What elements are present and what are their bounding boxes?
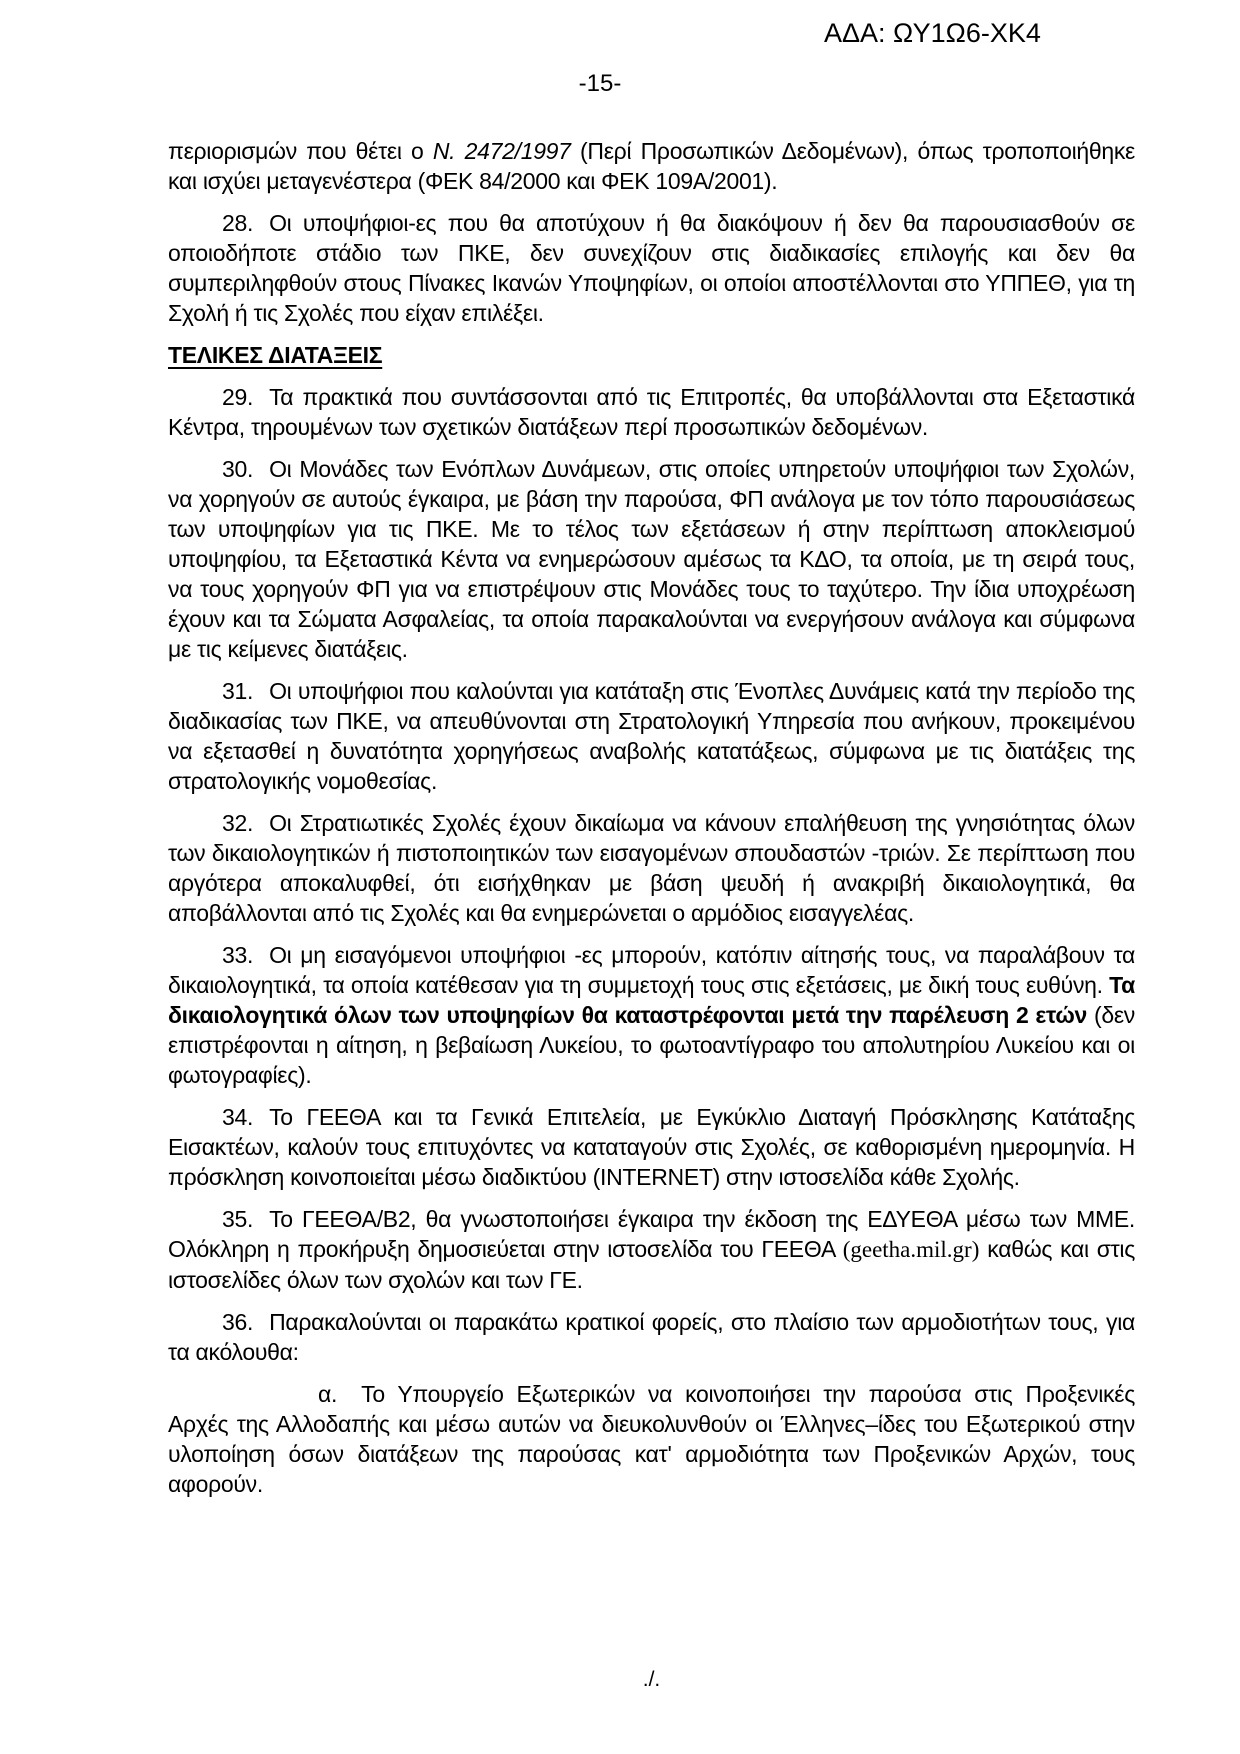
paragraph-text: Τα πρακτικά που συντάσσονται από τις Επιτροπές, θα υποβάλλονται στα Εξεταστικά Κέντρα, τηρουμένων των σχετικών διατάξεων περί προσωπικών δεδομένων. [168,384,1135,440]
paragraph-text-post: (δεν επιστρέφονται η αίτηση, η βεβαίωση Λυκείου, το φωτοαντίγραφο του απολυτηρίου Λυκείου και οι φωτογραφίες). [168,1002,1135,1088]
paragraph-35 [168,1204,1135,1295]
paragraph-text: Οι Μονάδες των Ενόπλων Δυνάμεων, στις οποίες υπηρετούν υποψήφιοι των Σχολών, να χορηγούν σε αυτούς έγκαιρα, με βάση την παρούσα, ΦΠ ανάλογα με τον τόπο παρουσιάσεως των υποψηφίων για τις ΠΚΕ. Με το τέλος των εξετάσεων ή στην περίπτωση αποκλεισμού υποψηφίου, τα Εξεταστικά Κέντα να ενημερώσουν αμέσως τα ΚΔΟ, τα οποία, με τη σειρά τους, να τους χορηγούν ΦΠ για να επιστρέψουν στις Μονάδες τους το ταχύτερο. Την ίδια υποχρέωση έχουν και τα Σώματα Ασφαλείας, τα οποία παρακαλούνται να ενεργήσουν ανάλογα και σύμφωνα με τις κείμενες διατάξεις. [168,456,1135,662]
intro-text-pre: περιορισμών που θέτει ο [168,138,433,164]
paragraph-number: 31. [222,678,254,704]
paragraph-29 [168,382,1135,442]
paragraph-intro [168,136,1135,196]
paragraph-31 [168,676,1135,796]
document-body [168,136,1135,1511]
paragraph-text-pre: Οι μη εισαγόμενοι υποψήφιοι -ες μπορούν, κατόπιν αίτησής τους, να παραλάβουν τα δικαιολογητικά, τα οποία κατέθεσαν για τη συμμετοχή τους στις εξετάσεις, με δική τους ευθύνη. [168,942,1135,998]
paragraph-text: Οι υποψήφιοι που καλούνται για κατάταξη στις Ένοπλες Δυνάμεις κατά την περίοδο της διαδικασίας των ΠΚΕ, να απευθύνονται στη Στρατολογική Υπηρεσία που ανήκουν, προκειμένου να εξετασθεί η δυνατότητα χορηγήσεως αναβολής κατατάξεως, σύμφωνα με τις διατάξεις της στρατολογικής νομοθεσίας. [168,678,1135,794]
paragraph-36 [168,1307,1135,1367]
paragraph-number: 28. [222,210,254,236]
paragraph-32 [168,808,1135,928]
paragraph-number: 30. [222,456,254,482]
page-number: -15- [578,70,622,97]
paragraph-text: Το Υπουργείο Εξωτερικών να κοινοποιήσει την παρούσα στις Προξενικές Αρχές της Αλλοδαπής και μέσω αυτών να διευκολυνθούν οι Έλληνες–ίδες του Εξωτερικού στην υλοποίηση όσων διατάξεων της παρούσας κατ' αρμοδιότητα των Προξενικών Αρχών, τους αφορούν. [168,1381,1135,1497]
paragraph-text: Οι υποψήφιοι-ες που θα αποτύχουν ή θα διακόψουν ή δεν θα παρουσιασθούν σε οποιοδήποτε στάδιο των ΠΚΕ, δεν συνεχίζουν στις διαδικασίες επιλογής και δεν θα συμπεριληφθούν στους Πίνακες Ικανών Υποψηφίων, οι οποίοι αποστέλλονται στο ΥΠΠΕΘ, για τη Σχολή ή τις Σχολές που είχαν επιλέξει. [168,210,1135,326]
paragraph-letter: α. [318,1381,338,1407]
website-url: (geetha.mil.gr) [842,1237,980,1262]
law-reference: Ν. 2472/1997 [432,138,571,164]
paragraph-text-pre: Το ΓΕΕΘΑ/Β2, θα γνωστοποιήσει έγκαιρα την έκδοση της ΕΔΥΕΘΑ μέσω των ΜΜΕ. Ολόκληρη η προκήρυξη δημοσιεύεται στην ιστοσελίδα του ΓΕΕΘΑ [168,1206,1135,1262]
paragraph-text-bold: Τα δικαιολογητικά όλων των υποψηφίων θα καταστρέφονται μετά την παρέλευση 2 ετών [168,972,1135,1028]
paragraph-36a [168,1379,1135,1499]
paragraph-text-post: καθώς και στις ιστοσελίδες όλων των σχολών και των ΓΕ. [168,1236,1136,1293]
ada-code: ΑΔΑ: ΩΥ1Ω6-ΧΚ4 [824,18,1041,48]
paragraph-34 [168,1102,1135,1192]
paragraph-number: 32. [222,810,254,836]
paragraph-text: Το ΓΕΕΘΑ και τα Γενικά Επιτελεία, με Εγκύκλιο Διαταγή Πρόσκλησης Κατάταξης Εισακτέων, καλούν τους επιτυχόντες να καταταγούν στις Σχολές, σε καθορισμένη ημερομηνία. Η πρόσκληση κοινοποιείται μέσω διαδικτύου (INTERNET) στην ιστοσελίδα κάθε Σχολής. [168,1104,1135,1190]
paragraph-28 [168,208,1135,328]
paragraph-number: 35. [222,1206,254,1232]
paragraph-number: 36. [222,1309,254,1335]
paragraph-30 [168,454,1135,664]
section-heading: ΤΕΛΙΚΕΣ ΔΙΑΤΑΞΕΙΣ [168,342,383,368]
paragraph-text: Οι Στρατιωτικές Σχολές έχουν δικαίωμα να κάνουν επαλήθευση της γνησιότητας όλων των δικαιολογητικών ή πιστοποιητικών των εισαγομένων σπουδαστών -τριών. Σε περίπτωση που αργότερα αποκαλυφθεί, ότι εισήχθηκαν με βάση ψευδή ή ανακριβή δικαιολογητικά, θα αποβάλλονται από τις Σχολές και θα ενημερώνεται ο αρμόδιος εισαγγελέας. [168,810,1135,926]
paragraph-number: 33. [222,942,254,968]
paragraph-33 [168,940,1135,1090]
paragraph-number: 34. [222,1104,254,1130]
paragraph-text: Παρακαλούνται οι παρακάτω κρατικοί φορείς, στο πλαίσιο των αρμοδιοτήτων τους, για τα ακόλουθα: [168,1309,1135,1365]
paragraph-number: 29. [222,384,254,410]
intro-text-post: (Περί Προσωπικών Δεδομένων), όπως τροποποιήθηκε και ισχύει μεταγενέστερα (ΦΕΚ 84/2000 και ΦΕΚ 109Α/2001). [168,138,1136,194]
continuation-mark: ./. [642,1668,661,1691]
